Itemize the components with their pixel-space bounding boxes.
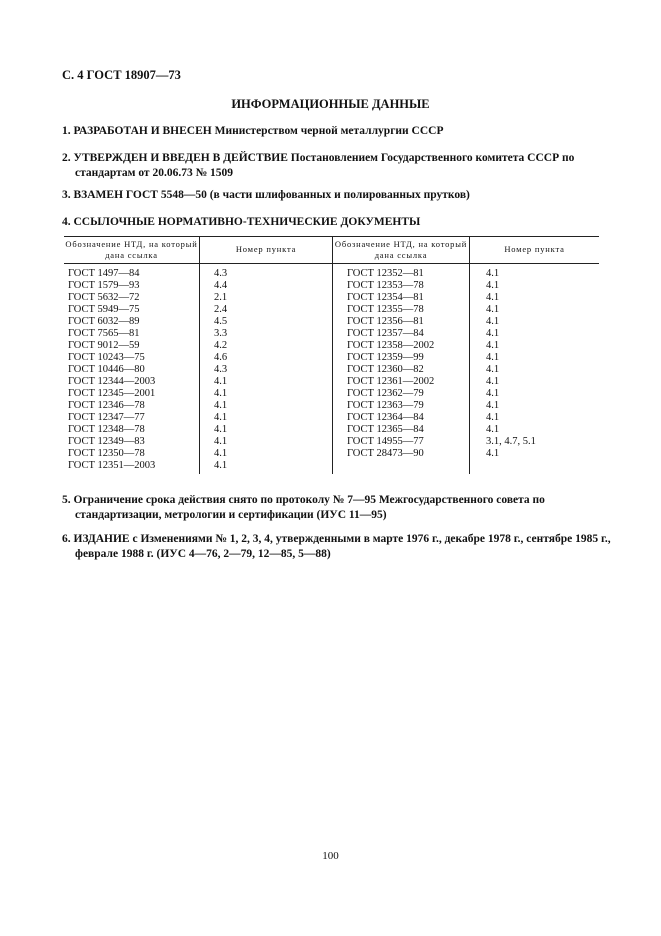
- info-item-developed: 1. РАЗРАБОТАН И ВНЕСЕН Министерством черной металлургии СССР: [62, 125, 444, 137]
- table-cell-doc: ГОСТ 10446—80: [68, 364, 145, 375]
- table-cell-point: 4.5: [214, 316, 228, 327]
- table-cell-point: 4.1: [486, 280, 500, 291]
- table-cell-point: 4.3: [214, 268, 228, 279]
- table-cell-doc: ГОСТ 12356—81: [347, 316, 424, 327]
- table-cell-point: 4.1: [486, 352, 500, 363]
- table-cell-doc: ГОСТ 1497—84: [68, 268, 140, 279]
- table-cell-doc: ГОСТ 6032—89: [68, 316, 140, 327]
- table-cell-point: 4.1: [214, 388, 228, 399]
- table-cell-doc: ГОСТ 12358—2002: [347, 340, 435, 351]
- table-cell-doc: ГОСТ 12364—84: [347, 412, 424, 423]
- table-divider: [469, 236, 470, 474]
- info-item-references-heading: 4. ССЫЛОЧНЫЕ НОРМАТИВНО-ТЕХНИЧЕСКИЕ ДОКУМЕНТЫ: [62, 216, 421, 228]
- table-cell-point: 4.1: [486, 376, 500, 387]
- table-cell-doc: ГОСТ 12355—78: [347, 304, 424, 315]
- right-docs-column: [347, 268, 434, 460]
- table-cell-doc: ГОСТ 12365—84: [347, 424, 424, 435]
- table-cell-doc: ГОСТ 12352—81: [347, 268, 424, 279]
- table-cell-point: 4.1: [214, 400, 228, 411]
- info-item-replaces: 3. ВЗАМЕН ГОСТ 5548—50 (в части шлифованных и полированных прутков): [62, 189, 470, 201]
- table-divider: [199, 236, 200, 474]
- table-cell-doc: ГОСТ 12348—78: [68, 424, 145, 435]
- table-cell-doc: ГОСТ 12346—78: [68, 400, 145, 411]
- table-cell-point: 4.1: [486, 328, 500, 339]
- table-cell-point: 2.4: [214, 304, 228, 315]
- table-cell-doc: ГОСТ 14955—77: [347, 436, 424, 447]
- references-table: [64, 236, 599, 474]
- table-cell-doc: ГОСТ 28473—90: [347, 448, 424, 459]
- table-cell-point: 4.6: [214, 352, 228, 363]
- table-cell-doc: ГОСТ 7565—81: [68, 328, 140, 339]
- left-points-column: [214, 268, 227, 472]
- table-cell-point: 4.1: [214, 436, 228, 447]
- table-cell-doc: ГОСТ 1579—93: [68, 280, 140, 291]
- table-cell-doc: ГОСТ 12357—84: [347, 328, 424, 339]
- header-doc-right: Обозначение НТД, на который дана ссылка: [334, 239, 468, 260]
- table-cell-doc: ГОСТ 9012—59: [68, 340, 140, 351]
- table-cell-doc: ГОСТ 12363—79: [347, 400, 424, 411]
- table-cell-doc: ГОСТ 10243—75: [68, 352, 145, 363]
- left-docs-column: [68, 268, 155, 472]
- table-cell-doc: ГОСТ 12344—2003: [68, 376, 156, 387]
- table-cell-doc: ГОСТ 12350—78: [68, 448, 145, 459]
- table-cell-point: 2.1: [214, 292, 228, 303]
- table-cell-doc: ГОСТ 12354—81: [347, 292, 424, 303]
- info-item-approved: 2. УТВЕРЖДЕН И ВВЕДЕН В ДЕЙСТВИЕ Постановлением Государственного комитета СССР по стандартам от 20.06.73 № 1509: [62, 152, 575, 179]
- table-cell-doc: ГОСТ 12345—2001: [68, 388, 156, 399]
- table-cell-doc: ГОСТ 12351—2003: [68, 460, 156, 471]
- table-cell-doc: ГОСТ 5949—75: [68, 304, 140, 315]
- table-cell-point: 4.3: [214, 364, 228, 375]
- table-cell-doc: ГОСТ 5632—72: [68, 292, 140, 303]
- table-cell-doc: ГОСТ 12347—77: [68, 412, 145, 423]
- table-cell-point: 4.2: [214, 340, 228, 351]
- table-cell-point: 4.1: [214, 424, 228, 435]
- table-cell-point: 4.1: [486, 448, 500, 459]
- table-cell-doc: ГОСТ 12360—82: [347, 364, 424, 375]
- table-cell-doc: ГОСТ 12349—83: [68, 436, 145, 447]
- table-cell-point: 4.1: [486, 412, 500, 423]
- table-cell-point: 4.1: [214, 412, 228, 423]
- table-cell-point: 4.1: [486, 340, 500, 351]
- table-cell-doc: ГОСТ 12361—2002: [347, 376, 435, 387]
- table-cell-point: 4.1: [214, 448, 228, 459]
- page-number: 100: [322, 850, 339, 862]
- header-point-right: Номер пункта: [504, 244, 565, 254]
- table-cell-point: 4.1: [214, 460, 228, 471]
- right-points-column: [486, 268, 536, 460]
- table-cell-point: 4.1: [214, 376, 228, 387]
- section-title: ИНФОРМАЦИОННЫЕ ДАННЫЕ: [231, 97, 430, 111]
- table-cell-point: 4.1: [486, 400, 500, 411]
- header-point-left: Номер пункта: [235, 244, 297, 254]
- table-cell-doc: ГОСТ 12362—79: [347, 388, 424, 399]
- table-cell-doc: ГОСТ 12359—99: [347, 352, 424, 363]
- info-item-edition: 6. ИЗДАНИЕ с Изменениями № 1, 2, 3, 4, утвержденными в марте 1976 г., декабре 1978 г., сентябре 1985 г., феврале 1988 г. (ИУС 4—76, 2—79, 12—85, 5—88): [62, 533, 611, 560]
- info-item-validity: 5. Ограничение срока действия снято по протоколу № 7—95 Межгосударственного совета по стандартизации, метрологии и сертификации (ИУС 11—95): [62, 494, 545, 521]
- table-cell-point: 4.1: [486, 316, 500, 327]
- table-cell-point: 4.1: [486, 364, 500, 375]
- table-cell-point: 3.1, 4.7, 5.1: [486, 436, 536, 447]
- table-cell-point: 4.1: [486, 388, 500, 399]
- header-doc-left: Обозначение НТД, на который дана ссылка: [65, 239, 198, 260]
- table-cell-point: 4.1: [486, 292, 500, 303]
- table-cell-point: 4.1: [486, 424, 500, 435]
- table-cell-doc: ГОСТ 12353—78: [347, 280, 424, 291]
- table-cell-point: 4.4: [214, 280, 228, 291]
- table-divider: [332, 236, 333, 474]
- page-header: С. 4 ГОСТ 18907—73: [62, 68, 181, 82]
- table-cell-point: 4.1: [486, 268, 500, 279]
- table-cell-point: 4.1: [486, 304, 500, 315]
- table-cell-point: 3.3: [214, 328, 228, 339]
